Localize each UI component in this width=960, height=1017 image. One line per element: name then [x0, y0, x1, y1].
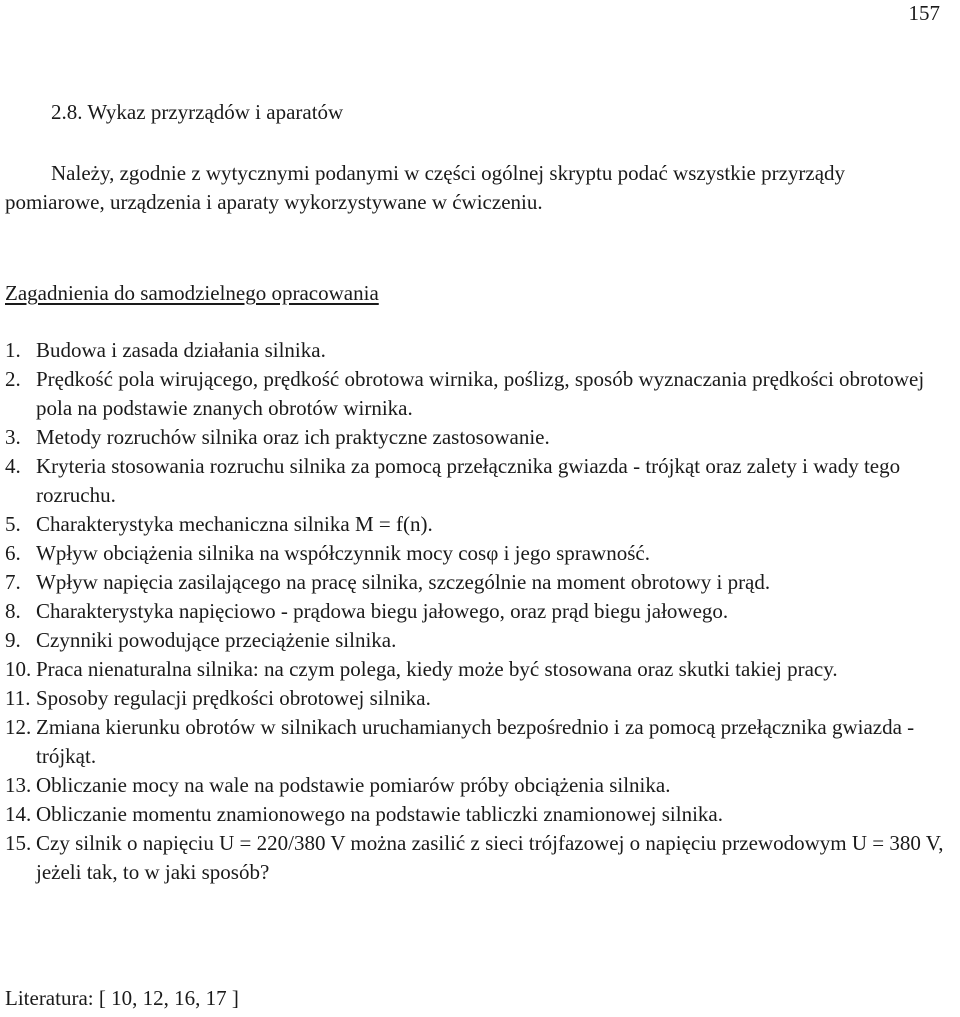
intro-text: Należy, zgodnie z wytycznymi podanymi w części ogólnej skryptu podać wszystkie przyrządy pomiarowe, urządzenia i aparaty wykorzystywane w ćwiczeniu. — [5, 161, 846, 214]
question-text: Budowa i zasada działania silnika. — [36, 338, 326, 362]
question-text: Praca nienaturalna silnika: na czym polega, kiedy może być stosowana oraz skutki takiej pracy. — [36, 657, 838, 681]
question-text: Wpływ napięcia zasilającego na pracę silnika, szczególnie na moment obrotowy i prąd. — [36, 570, 771, 594]
list-item — [5, 800, 955, 829]
list-item — [5, 829, 955, 887]
list-item — [5, 336, 955, 365]
question-number: 10. — [5, 657, 32, 681]
list-item — [5, 510, 955, 539]
question-list — [5, 336, 955, 887]
questions-heading: Zagadnienia do samodzielnego opracowania — [5, 281, 379, 305]
question-number: 3. — [5, 425, 21, 449]
literature-reference: Literatura: [ 10, 12, 16, 17 ] — [5, 986, 239, 1010]
question-number: 9. — [5, 628, 21, 652]
question-text: Zmiana kierunku obrotów w silnikach uruchamianych bezpośrednio i za pomocą przełącznika gwiazda - trójkąt. — [36, 715, 915, 768]
question-number: 14. — [5, 802, 32, 826]
question-text: Kryteria stosowania rozruchu silnika za pomocą przełącznika gwiazda - trójkąt oraz zalety i wady tego rozruchu. — [36, 454, 901, 507]
list-item — [5, 684, 955, 713]
question-text: Czy silnik o napięciu U = 220/380 V można zasilić z sieci trójfazowej o napięciu przewodowym U = 380 V, jeżeli tak, to w jaki sposób? — [36, 831, 944, 884]
list-item — [5, 423, 955, 452]
question-number: 13. — [5, 773, 32, 797]
page-number: 157 — [908, 1, 940, 25]
question-number: 15. — [5, 831, 32, 855]
question-text: Obliczanie momentu znamionowego na podstawie tabliczki znamionowej silnika. — [36, 802, 723, 826]
question-number: 6. — [5, 541, 21, 565]
question-text: Charakterystyka mechaniczna silnika M = f(n). — [36, 512, 433, 536]
list-item — [5, 655, 955, 684]
question-number: 7. — [5, 570, 21, 594]
question-number: 11. — [5, 686, 31, 710]
question-text: Wpływ obciążenia silnika na współczynnik mocy cosφ i jego sprawność. — [36, 541, 650, 565]
list-item — [5, 626, 955, 655]
list-item — [5, 539, 955, 568]
question-text: Czynniki powodujące przeciążenie silnika. — [36, 628, 397, 652]
question-text: Sposoby regulacji prędkości obrotowej silnika. — [36, 686, 431, 710]
question-text: Prędkość pola wirującego, prędkość obrotowa wirnika, poślizg, sposób wyznaczania prędkości obrotowej pola na podstawie znanych obrotów wirnika. — [36, 367, 925, 420]
section-title: 2.8. Wykaz przyrządów i aparatów — [51, 100, 344, 124]
list-item — [5, 713, 955, 771]
question-number: 1. — [5, 338, 21, 362]
list-item — [5, 365, 955, 423]
list-item — [5, 452, 955, 510]
list-item — [5, 771, 955, 800]
question-number: 4. — [5, 454, 21, 478]
question-text: Charakterystyka napięciowo - prądowa biegu jałowego, oraz prąd biegu jałowego. — [36, 599, 729, 623]
question-number: 5. — [5, 512, 21, 536]
question-number: 12. — [5, 715, 32, 739]
question-number: 8. — [5, 599, 21, 623]
question-text: Obliczanie mocy na wale na podstawie pomiarów próby obciążenia silnika. — [36, 773, 671, 797]
intro-paragraph — [5, 159, 945, 217]
list-item — [5, 597, 955, 626]
question-number: 2. — [5, 367, 21, 391]
question-text: Metody rozruchów silnika oraz ich praktyczne zastosowanie. — [36, 425, 550, 449]
list-item — [5, 568, 955, 597]
